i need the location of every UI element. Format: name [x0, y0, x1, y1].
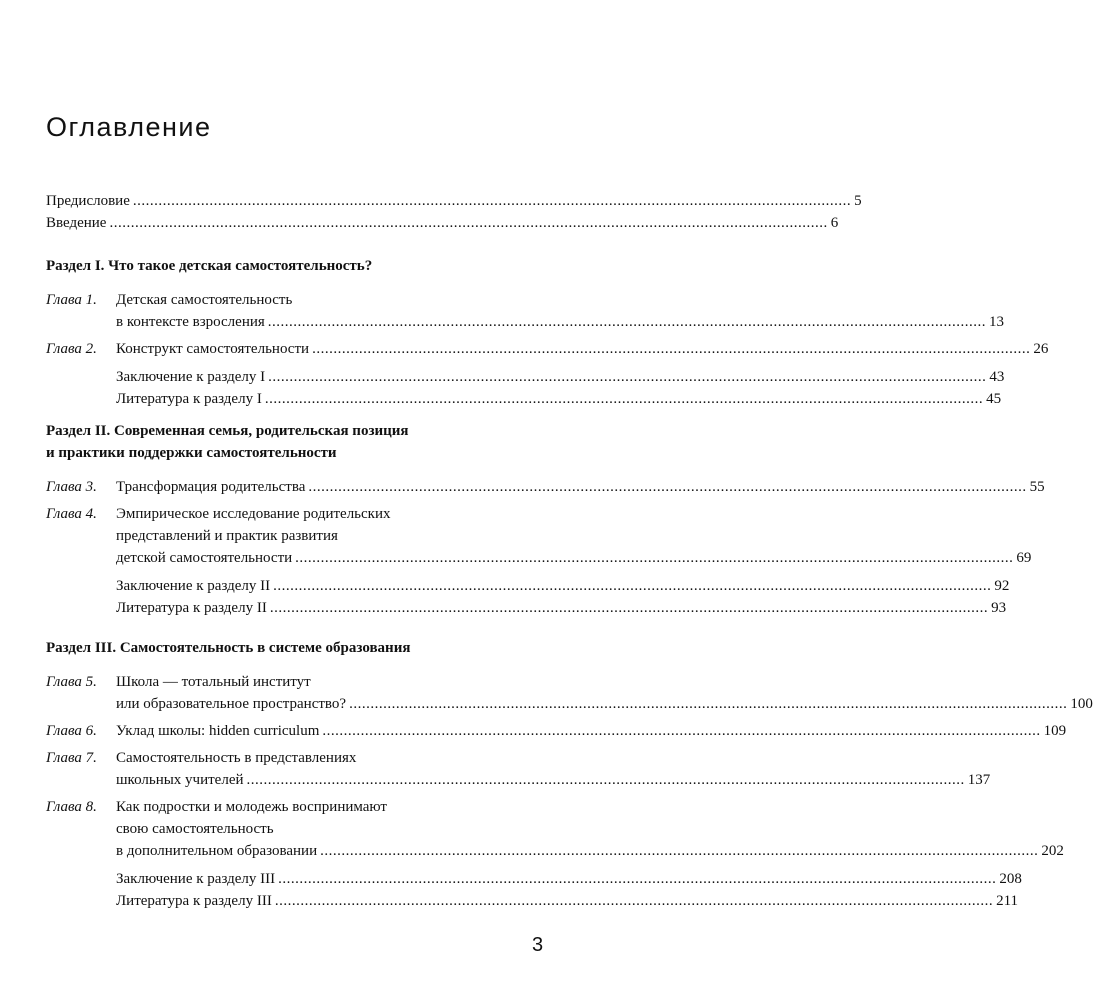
toc-entry-page: 92 — [994, 578, 1010, 594]
chapter-title-last-line — [116, 840, 1064, 862]
chapter-title-last-line — [116, 693, 1093, 715]
dot-leader — [247, 769, 965, 791]
dot-leader — [349, 693, 1067, 715]
chapter-title-last-line — [116, 769, 990, 791]
toc-entry-page: 6 — [830, 215, 839, 231]
chapter-title-last-line — [116, 311, 1004, 333]
toc-entry-page: 109 — [1043, 723, 1067, 739]
chapter-number: Глава 1. — [46, 292, 97, 308]
section-title: Раздел III. Самостоятельность в системе образования — [46, 640, 411, 656]
chapter-text — [116, 338, 1048, 360]
chapter-number: Глава 7. — [46, 750, 97, 766]
chapter-text — [116, 747, 990, 791]
chapter-number: Глава 8. — [46, 799, 97, 815]
section-body — [46, 671, 1093, 912]
toc-entry-extra — [46, 388, 1002, 410]
toc-entry-label: детской самостоятельности — [116, 550, 293, 566]
dot-leader — [268, 366, 986, 388]
toc-entry-label: в дополнительном образовании — [116, 843, 318, 859]
chapter-entry — [46, 476, 1045, 498]
chapter-entry — [46, 747, 991, 791]
chapter-entry — [46, 796, 1064, 862]
toc-entry-label: Конструкт самостоятельности — [116, 341, 310, 357]
chapter-entry — [46, 289, 1005, 333]
toc-section — [46, 637, 1093, 912]
chapter-title-line: Эмпирическое исследование родительских — [116, 506, 391, 522]
toc-entry-page: 137 — [967, 772, 991, 788]
toc-entry-extra — [46, 868, 1022, 890]
toc-entry-extra — [46, 890, 1019, 912]
dot-leader — [268, 311, 986, 333]
toc-entry-introduction — [46, 212, 839, 234]
dot-leader — [308, 476, 1026, 498]
chapter-text — [116, 671, 1093, 715]
toc-entry-page: 43 — [989, 369, 1005, 385]
toc-entry-page: 208 — [999, 871, 1022, 887]
chapter-number: Глава 5. — [46, 674, 97, 690]
dot-leader — [278, 868, 996, 890]
page-number: 3 — [532, 934, 544, 956]
toc-entry-label: или образовательное пространство? — [116, 696, 347, 712]
dot-leader — [320, 840, 1038, 862]
dot-leader — [109, 212, 827, 234]
chapter-text — [116, 476, 1045, 498]
dot-leader — [133, 190, 851, 212]
section-title: и практики поддержки самостоятельности — [46, 445, 337, 461]
toc-entry-label: Литература к разделу III — [116, 893, 272, 909]
section-title: Раздел II. Современная семья, родительская позиция — [46, 423, 409, 439]
toc-entry-page: 5 — [854, 193, 862, 209]
chapter-text — [116, 720, 1066, 742]
dot-leader — [275, 890, 993, 912]
toc-entry-page: 211 — [996, 893, 1019, 909]
dot-leader — [322, 720, 1040, 742]
toc-entry-label: Заключение к разделу I — [116, 369, 266, 385]
chapter-number: Глава 2. — [46, 341, 97, 357]
chapter-number: Глава 6. — [46, 723, 97, 739]
toc-section — [46, 420, 1045, 619]
section-body — [46, 289, 1049, 410]
toc-entry-label: Предисловие — [46, 193, 130, 209]
chapter-entry — [46, 503, 1032, 569]
toc-entry-page: 13 — [989, 314, 1005, 330]
toc-entry-extra — [46, 366, 1005, 388]
chapter-entry — [46, 338, 1049, 360]
toc-entry-page: 202 — [1041, 843, 1064, 859]
chapter-text — [116, 796, 1064, 862]
chapter-entry — [46, 671, 1093, 715]
toc-entry-label: Заключение к разделу II — [116, 578, 271, 594]
toc-entry-extra — [46, 575, 1010, 597]
toc-entry-label: школьных учителей — [116, 772, 244, 788]
chapter-number: Глава 3. — [46, 479, 97, 495]
toc-entry-label: Введение — [46, 215, 107, 231]
toc-entry-label: в контексте взросления — [116, 314, 265, 330]
chapter-entry — [46, 720, 1067, 742]
toc-entry-extra — [46, 597, 1007, 619]
chapter-title-last-line — [116, 476, 1045, 498]
toc-entry-label: Уклад школы: hidden curriculum — [116, 723, 320, 739]
toc-entry-page: 69 — [1016, 550, 1032, 566]
chapter-title-line: Школа — тотальный институт — [116, 674, 311, 690]
toc-section — [46, 255, 1049, 410]
chapter-title-line: Самостоятельность в представлениях — [116, 750, 357, 766]
dot-leader — [270, 597, 988, 619]
toc-entry-page: 55 — [1029, 479, 1045, 495]
toc-entry-page: 26 — [1033, 341, 1049, 357]
toc-entry-page: 100 — [1070, 696, 1093, 712]
section-body — [46, 476, 1045, 619]
section-title: Раздел I. Что такое детская самостоятельность? — [46, 258, 373, 274]
dot-leader — [312, 338, 1030, 360]
toc-entry-label: Литература к разделу II — [116, 600, 267, 616]
chapter-title-last-line — [116, 547, 1031, 569]
chapter-number: Глава 4. — [46, 506, 97, 522]
chapter-text — [116, 503, 1031, 569]
chapter-title-line: Детская самостоятельность — [116, 292, 293, 308]
chapter-text — [116, 289, 1004, 333]
dot-leader — [273, 575, 991, 597]
toc-entry-page: 45 — [986, 391, 1002, 407]
page-title: Оглавление — [46, 112, 212, 142]
dot-leader — [295, 547, 1013, 569]
chapter-title-last-line — [116, 720, 1066, 742]
chapter-title-line: представлений и практик развития — [116, 528, 338, 544]
toc-entry-label: Заключение к разделу III — [116, 871, 276, 887]
chapter-title-line: Как подростки и молодежь воспринимают — [116, 799, 387, 815]
chapter-title-last-line — [116, 338, 1048, 360]
dot-leader — [265, 388, 983, 410]
toc-entry-label: Трансформация родительства — [116, 479, 306, 495]
toc-entry-preface — [46, 190, 862, 212]
toc-entry-label: Литература к разделу I — [116, 391, 262, 407]
chapter-title-line: свою самостоятельность — [116, 821, 274, 837]
toc-entry-page: 93 — [991, 600, 1007, 616]
